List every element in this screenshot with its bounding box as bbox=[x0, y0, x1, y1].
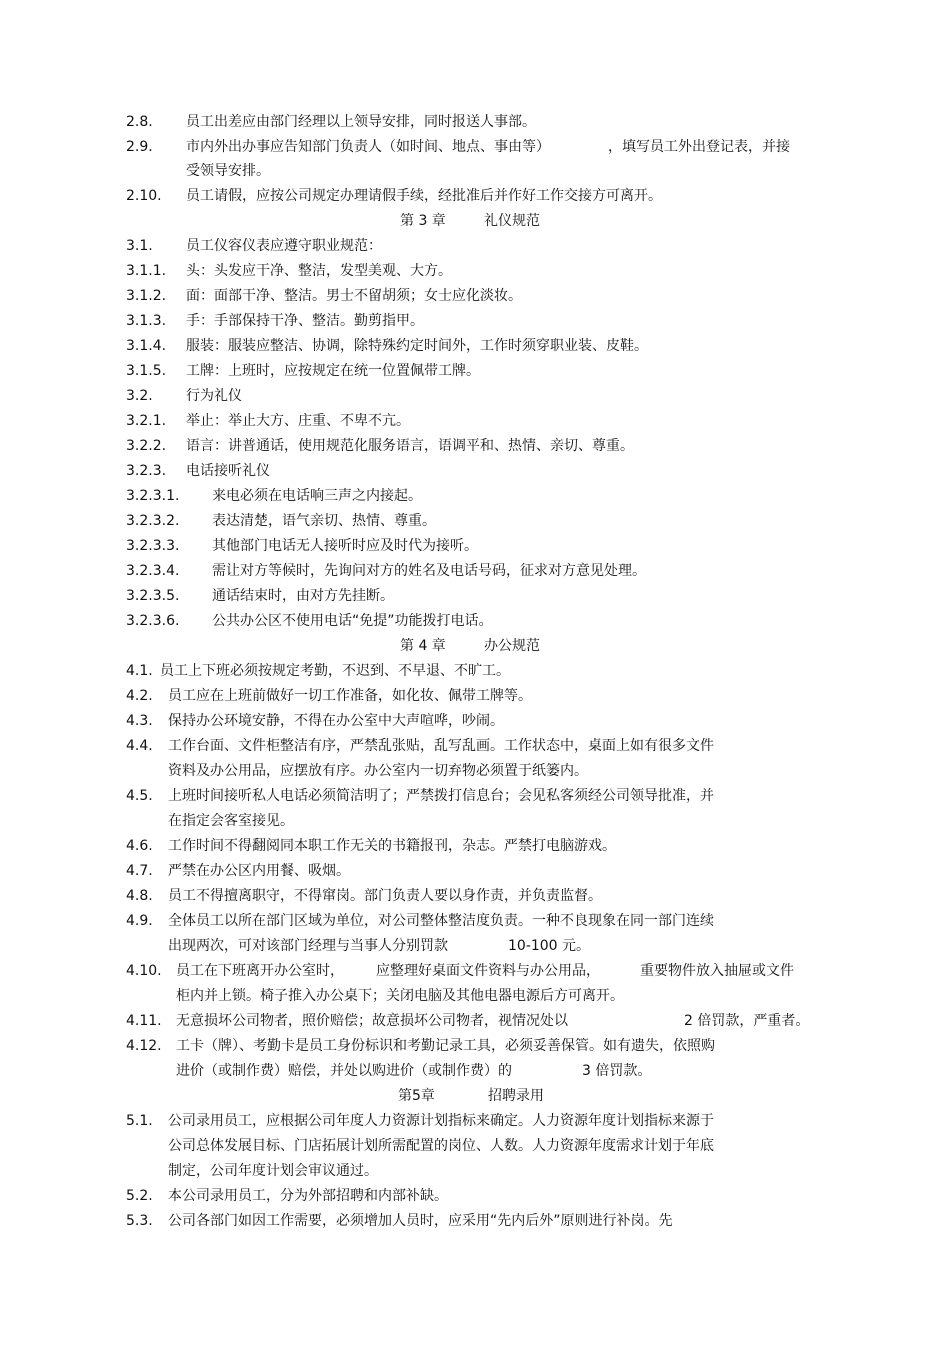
clause-text-middle: 应整理好桌面文件资料与办公用品， bbox=[376, 963, 600, 979]
clause-number: 4.3. bbox=[126, 713, 153, 729]
clause-text: 表达清楚，语气亲切、热情、尊重。 bbox=[212, 513, 436, 529]
clause-continuation: 进价（或制作费）赔偿，并处以购进价（或制作费）的 bbox=[176, 1063, 512, 1079]
clause-number: 4.11. bbox=[126, 1013, 162, 1029]
clause-text: 手：手部保持干净、整洁。勤剪指甲。 bbox=[186, 313, 424, 329]
clause-text: 公司各部门如因工作需要，必须增加人员时，应采用“先内后外”原则进行补岗。先 bbox=[168, 1213, 673, 1229]
clause-number: 5.3. bbox=[126, 1213, 153, 1229]
chapter-number: 第5章 bbox=[398, 1088, 435, 1104]
clause-text: 通话结束时，由对方先挂断。 bbox=[212, 588, 394, 604]
clause-text-tail: 重要物件放入抽屉或文件 bbox=[640, 963, 794, 979]
clause-number: 4.8. bbox=[126, 888, 153, 904]
clause-text: 来电必须在电话响三声之内接起。 bbox=[212, 488, 422, 504]
clause-text: 公共办公区不使用电话“免提”功能拨打电话。 bbox=[212, 613, 493, 629]
clause-text: 严禁在办公区内用餐、吸烟。 bbox=[168, 863, 350, 879]
clause-text: 全体员工以所在部门区域为单位，对公司整体整洁度负责。一种不良现象在同一部门连续 bbox=[168, 913, 714, 929]
clause-number: 3.1.3. bbox=[126, 313, 167, 329]
clause-text: 上班时间接听私人电话必须简洁明了；严禁拨打信息台；会见私客须经公司领导批准，并 bbox=[168, 788, 714, 804]
clause-number: 4.10. bbox=[126, 963, 162, 979]
chapter-title: 招聘录用 bbox=[488, 1088, 544, 1104]
clause-number: 4.12. bbox=[126, 1038, 162, 1054]
clause-text: 本公司录用员工，分为外部招聘和内部补缺。 bbox=[168, 1188, 448, 1204]
clause-continuation: 制定，公司年度计划会审议通过。 bbox=[168, 1163, 378, 1179]
clause-text: 员工仪容仪表应遵守职业规范： bbox=[186, 238, 382, 254]
clause-number: 4.2. bbox=[126, 688, 153, 704]
chapter-title: 办公规范 bbox=[484, 638, 540, 654]
clause-number: 3.2.3.6. bbox=[126, 613, 180, 629]
clause-text: 服装：服装应整洁、协调，除特殊约定时间外，工作时须穿职业装、皮鞋。 bbox=[186, 338, 648, 354]
clause-number: 3.2.3.5. bbox=[126, 588, 180, 604]
clause-text: 公司录用员工，应根据公司年度人力资源计划指标来确定。人力资源年度计划指标来源于 bbox=[168, 1113, 714, 1129]
clause-text: 电话接听礼仪 bbox=[186, 463, 270, 479]
clause-number: 3.2.3.4. bbox=[126, 563, 180, 579]
chapter-number: 第 3 章 bbox=[400, 213, 446, 229]
clause-text: 工卡（牌）、考勤卡是员工身份标识和考勤记录工具，必须妥善保管。如有遗失，依照购 bbox=[176, 1038, 715, 1054]
clause-number: 5.2. bbox=[126, 1188, 153, 1204]
clause-number: 4.5. bbox=[126, 788, 153, 804]
clause-number: 3.1.1. bbox=[126, 263, 167, 279]
clause-number: 3.2.3. bbox=[126, 463, 167, 479]
clause-number: 3.1. bbox=[126, 238, 153, 254]
clause-number: 3.1.5. bbox=[126, 363, 167, 379]
clause-text-tail: ，填写员工外出登记表，并接 bbox=[608, 139, 790, 155]
clause-number: 4.1. bbox=[126, 663, 153, 679]
clause-text: 员工在下班离开办公室时， bbox=[176, 963, 344, 979]
clause-text: 其他部门电话无人接听时应及时代为接听。 bbox=[212, 538, 478, 554]
clause-text: 员工出差应由部门经理以上领导安排，同时报送人事部。 bbox=[186, 114, 536, 130]
clause-continuation: 在指定会客室接见。 bbox=[168, 813, 294, 829]
clause-continuation: 公司总体发展目标、门店拓展计划所需配置的岗位、人数。人力资源年度需求计划于年底 bbox=[168, 1138, 714, 1154]
clause-number: 3.2.3.3. bbox=[126, 538, 180, 554]
clause-text: 保持办公环境安静，不得在办公室中大声喧哗，吵闹。 bbox=[168, 713, 504, 729]
clause-number: 3.1.4. bbox=[126, 338, 167, 354]
clause-number: 2.8. bbox=[126, 114, 153, 130]
clause-text: 员工应在上班前做好一切工作准备，如化妆、佩带工牌等。 bbox=[168, 688, 532, 704]
clause-continuation: 受领导安排。 bbox=[186, 163, 270, 179]
clause-text: 举止：举止大方、庄重、不卑不亢。 bbox=[186, 413, 410, 429]
clause-number: 3.1.2. bbox=[126, 288, 167, 304]
clause-continuation: 出现两次，可对该部门经理与当事人分别罚款 bbox=[168, 938, 448, 954]
clause-continuation: 资料及办公用品，应摆放有序。办公室内一切弃物必须置于纸篓内。 bbox=[168, 763, 588, 779]
clause-text: 行为礼仪 bbox=[186, 388, 242, 404]
chapter-number: 第 4 章 bbox=[400, 638, 446, 654]
clause-number: 3.2. bbox=[126, 388, 153, 404]
clause-text-tail: 2 倍罚款，严重者。 bbox=[684, 1013, 810, 1029]
clause-number: 3.2.3.2. bbox=[126, 513, 180, 529]
clause-text: 员工请假，应按公司规定办理请假手续，经批准后并作好工作交接方可离开。 bbox=[186, 188, 662, 204]
clause-text: 工作台面、文件柜整洁有序，严禁乱张贴，乱写乱画。工作状态中，桌面上如有很多文件 bbox=[168, 738, 714, 754]
clause-text-tail: 10-100 元。 bbox=[508, 938, 591, 954]
clause-number: 3.2.1. bbox=[126, 413, 167, 429]
clause-number: 4.7. bbox=[126, 863, 153, 879]
chapter-title: 礼仪规范 bbox=[484, 213, 540, 229]
clause-number: 3.2.2. bbox=[126, 438, 167, 454]
clause-text: 员工不得擅离职守，不得窜岗。部门负责人要以身作责，并负责监督。 bbox=[168, 888, 602, 904]
clause-number: 5.1. bbox=[126, 1113, 153, 1129]
clause-number: 2.10. bbox=[126, 188, 162, 204]
clause-text: 无意损坏公司物者，照价赔偿；故意损坏公司物者，视情况处以 bbox=[176, 1013, 568, 1029]
clause-text: 工作时间不得翻阅同本职工作无关的书籍报刊，杂志。严禁打电脑游戏。 bbox=[168, 838, 616, 854]
clause-number: 2.9. bbox=[126, 139, 153, 155]
clause-text: 头：头发应干净、整洁，发型美观、大方。 bbox=[186, 263, 452, 279]
clause-continuation: 柜内并上锁。椅子推入办公桌下；关闭电脑及其他电器电源后方可离开。 bbox=[176, 988, 624, 1004]
clause-text: 工牌：上班时，应按规定在统一位置佩带工牌。 bbox=[186, 363, 480, 379]
clause-text: 员工上下班必须按规定考勤，不迟到、不早退、不旷工。 bbox=[160, 663, 510, 679]
clause-number: 3.2.3.1. bbox=[126, 488, 180, 504]
clause-text-tail: 3 倍罚款。 bbox=[582, 1063, 652, 1079]
clause-text: 需让对方等候时，先询问对方的姓名及电话号码，征求对方意见处理。 bbox=[212, 563, 646, 579]
clause-number: 4.9. bbox=[126, 913, 153, 929]
clause-text: 语言：讲普通话，使用规范化服务语言，语调平和、热情、亲切、尊重。 bbox=[186, 438, 634, 454]
clause-text: 面：面部干净、整洁。男士不留胡须；女士应化淡妆。 bbox=[186, 288, 522, 304]
clause-text: 市内外出办事应告知部门负责人（如时间、地点、事由等） bbox=[186, 139, 550, 155]
clause-number: 4.4. bbox=[126, 738, 153, 754]
clause-number: 4.6. bbox=[126, 838, 153, 854]
